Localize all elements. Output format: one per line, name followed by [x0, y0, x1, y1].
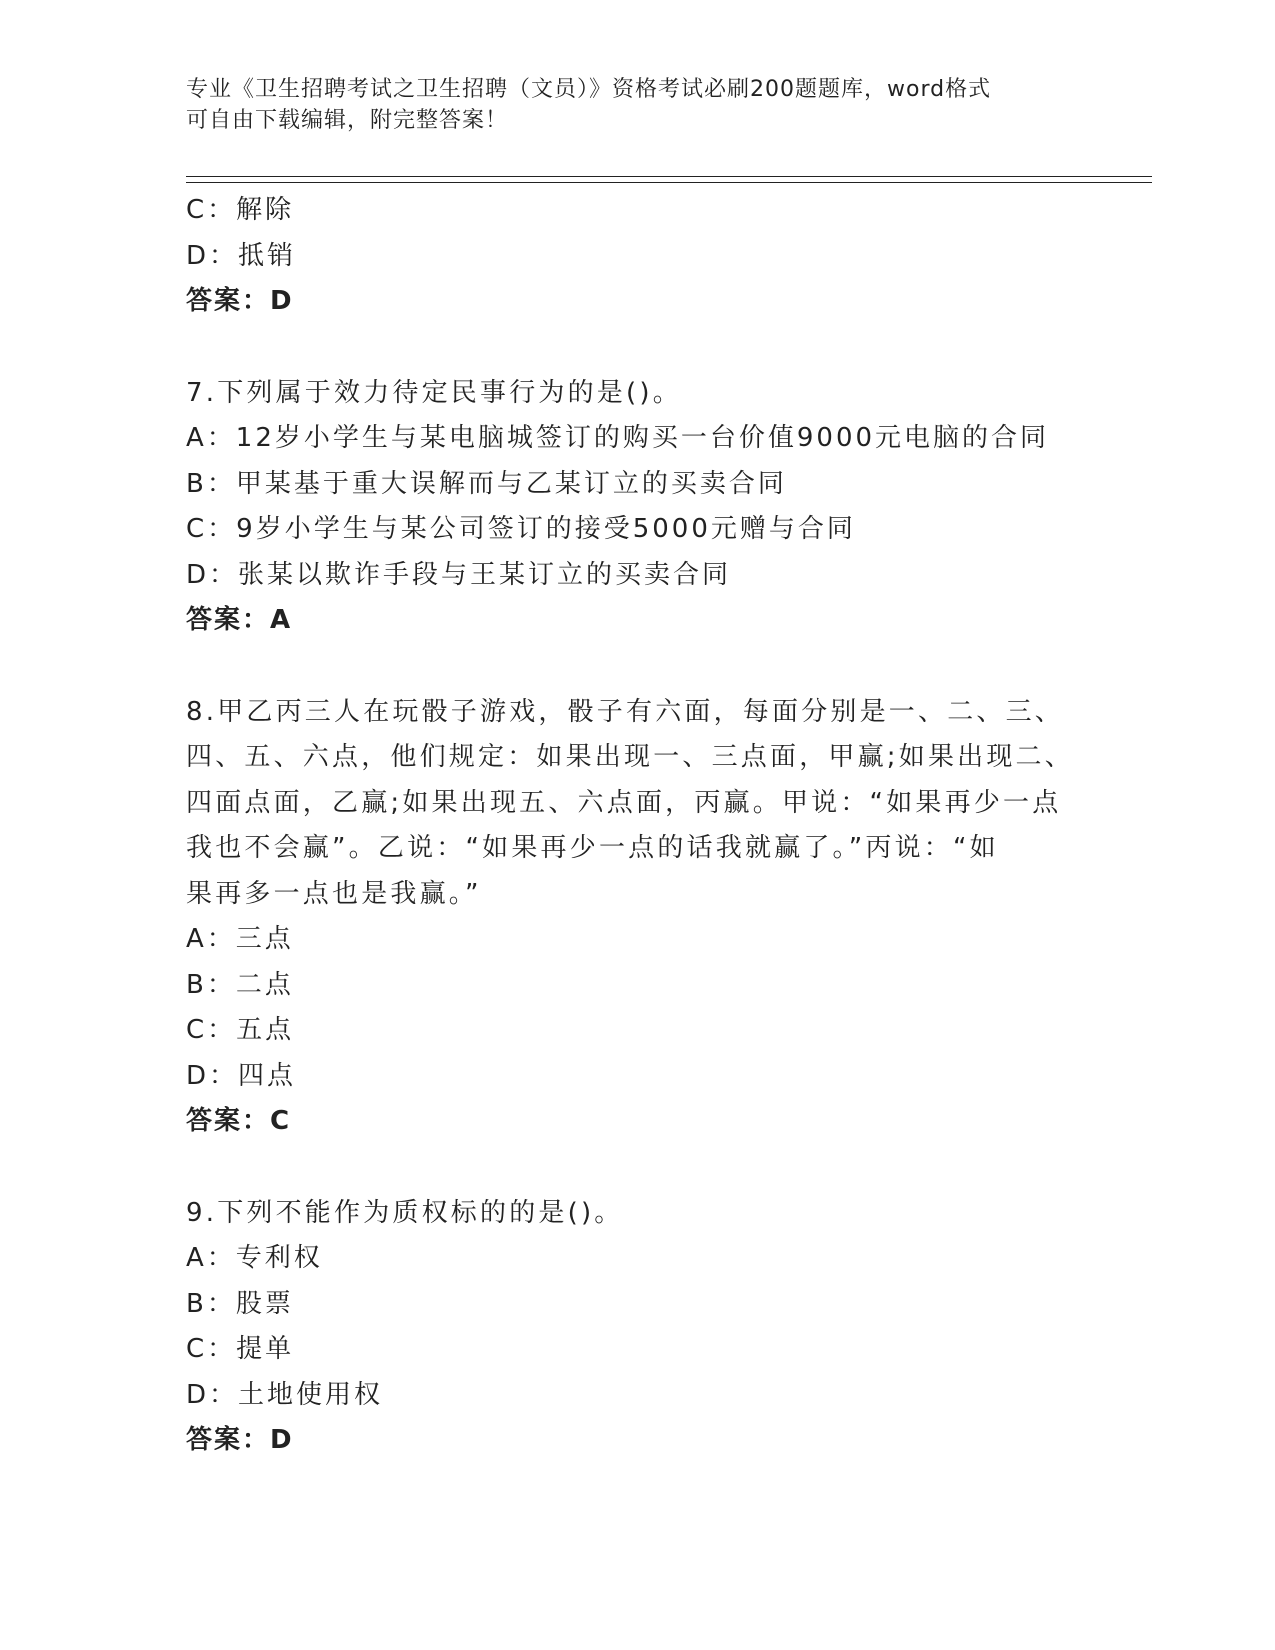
- option-d: D：张某以欺诈手段与王某订立的买卖合同: [186, 559, 732, 590]
- spacer: [186, 1145, 1152, 1191]
- option-d: D：四点: [186, 1060, 297, 1091]
- header-divider-bottom: [186, 182, 1152, 183]
- answer-line: 答案：D: [186, 1425, 294, 1455]
- question-stem-line-3: 四面点面，乙赢;如果出现五、六点面，丙赢。甲说：“如果再少一点: [186, 787, 1062, 818]
- question-stem-line-2: 四、五、六点，他们规定：如果出现一、三点面，甲赢;如果出现二、: [186, 742, 1074, 772]
- question-9: [186, 1191, 1152, 1464]
- question-7: [186, 371, 1152, 644]
- option-b: B：甲某基于重大误解而与乙某订立的买卖合同: [186, 468, 787, 499]
- option-c: C：五点: [186, 1015, 295, 1045]
- question-stem: 9.下列不能作为质权标的的是()。: [186, 1197, 624, 1228]
- option-c: C：9岁小学生与某公司签订的接受5000元赠与合同: [186, 514, 856, 544]
- header-title-line-1: 专业《卫生招聘考试之卫生招聘（文员）》资格考试必刷200题题库，word格式: [186, 77, 992, 102]
- option-b: B：二点: [186, 969, 294, 1000]
- option-b: B：股票: [186, 1288, 294, 1319]
- document-header: [186, 74, 1086, 136]
- answer-line: 答案：D: [186, 286, 294, 316]
- question-8: [186, 690, 1152, 1145]
- option-a: A：三点: [186, 924, 294, 954]
- spacer: [186, 644, 1152, 690]
- spacer: [186, 325, 1152, 371]
- option-d: D：土地使用权: [186, 1379, 384, 1410]
- answer-line: 答案：C: [186, 1106, 292, 1136]
- option-a: A：专利权: [186, 1243, 323, 1273]
- answer-line: 答案：A: [186, 605, 293, 635]
- question-stem: 7.下列属于效力待定民事行为的是()。: [186, 377, 682, 408]
- question-stem-line-4: 我也不会赢”。乙说：“如果再少一点的话我就赢了。”丙说：“如: [186, 833, 999, 863]
- question-list: [186, 188, 1152, 1464]
- header-title-line-2: 可自由下载编辑，附完整答案！: [186, 108, 509, 133]
- question-stem-line-5: 果再多一点也是我赢。”: [186, 878, 482, 909]
- question-stem-line-1: 8.甲乙丙三人在玩骰子游戏，骰子有六面，每面分别是一、二、三、: [186, 696, 1065, 727]
- option-d: D：抵销: [186, 240, 297, 271]
- question-6-continued: [186, 188, 1152, 325]
- option-c: C：提单: [186, 1334, 295, 1364]
- option-c: C：解除: [186, 195, 295, 225]
- option-a: A：12岁小学生与某电脑城签订的购买一台价值9000元电脑的合同: [186, 423, 1050, 453]
- header-divider-top: [186, 176, 1152, 177]
